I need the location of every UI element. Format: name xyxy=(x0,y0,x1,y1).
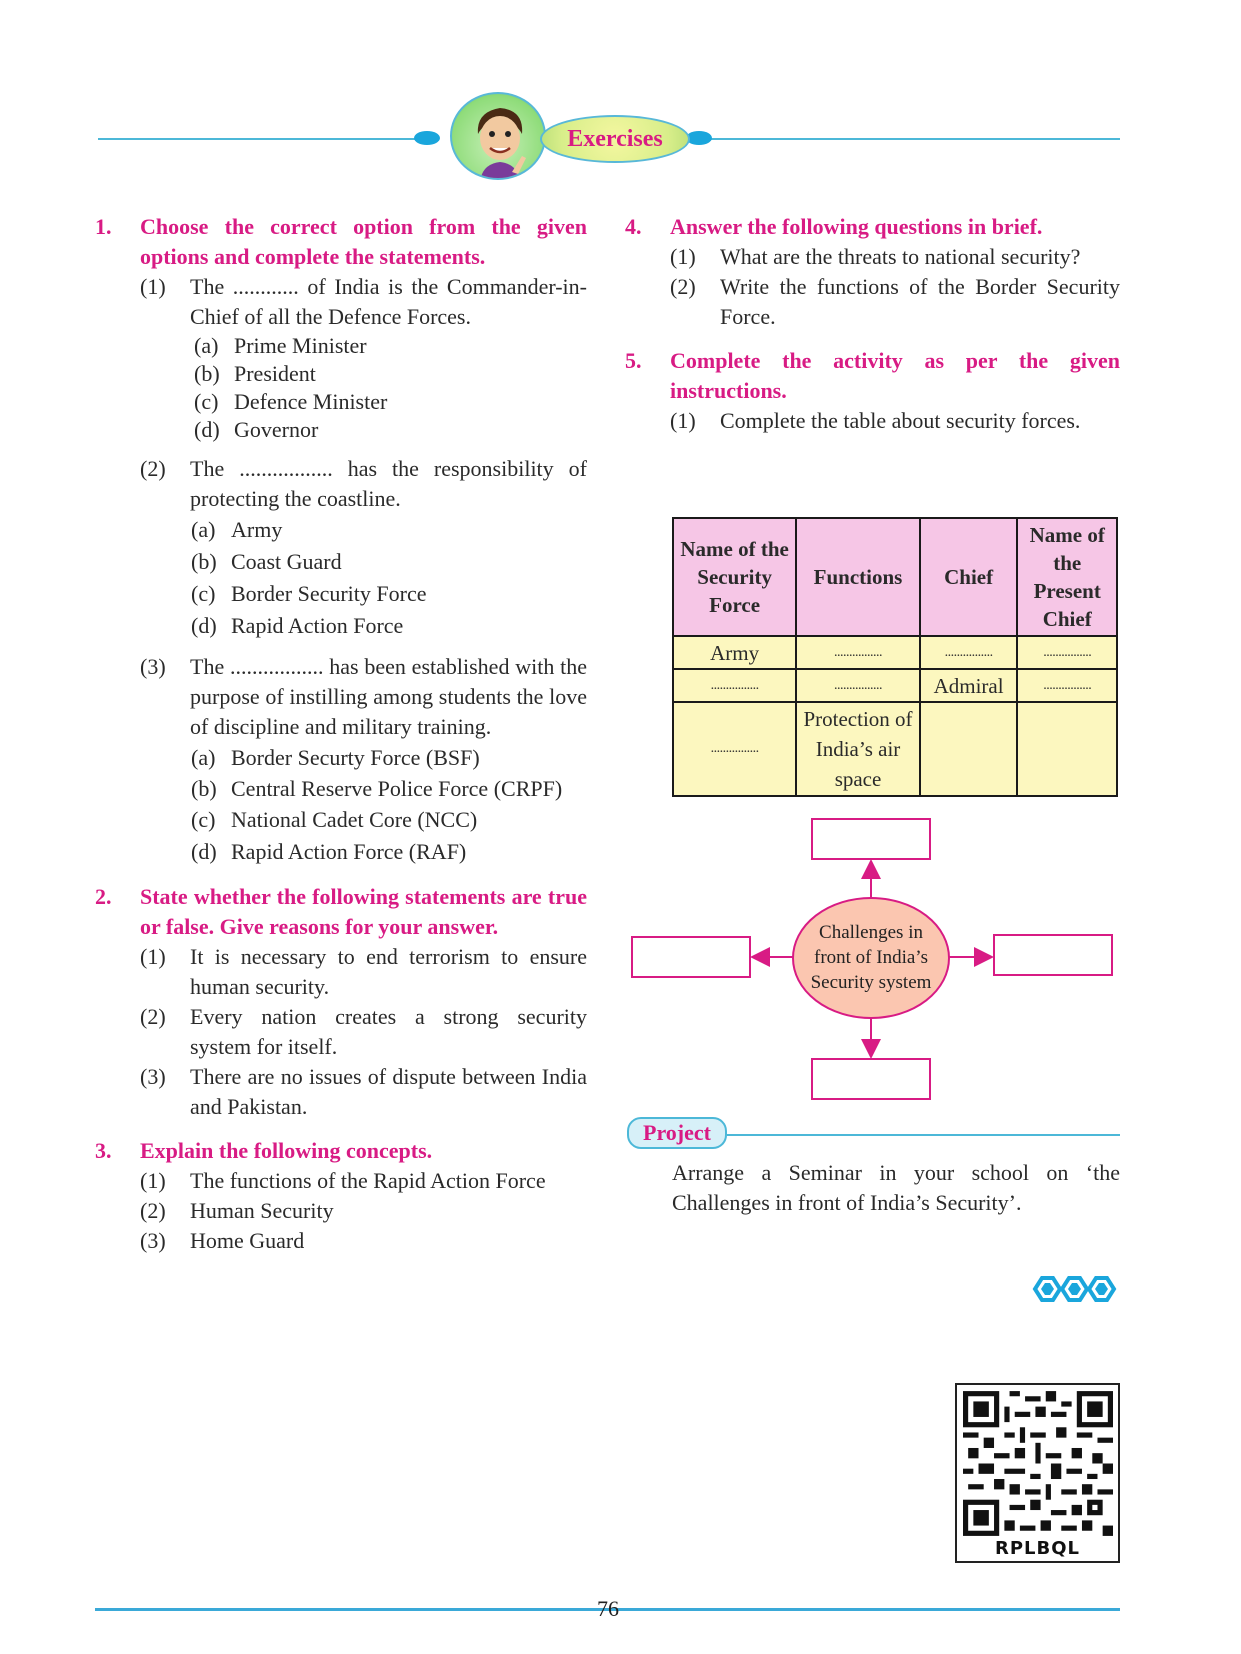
question-2-heading: 2. State whether the following statements are true or false. Give reasons for your answer. xyxy=(95,884,587,939)
option: (b) President xyxy=(194,361,316,386)
right-column xyxy=(625,212,1120,436)
option: (a) Prime Minister xyxy=(194,333,367,358)
table-cell: Army xyxy=(673,636,796,669)
table-cell: ................ xyxy=(920,636,1018,669)
project-label: Project xyxy=(627,1117,727,1149)
top-blank-box xyxy=(812,819,930,859)
q4-item-2: (2) Write the functions of the Border Security Force. xyxy=(670,274,1120,329)
option: (d) Governor xyxy=(194,417,319,442)
table-row xyxy=(673,636,1117,669)
table-row xyxy=(673,702,1117,796)
table-cell: ................ xyxy=(796,636,920,669)
option: (d) Rapid Action Force xyxy=(191,613,404,638)
qr-code[interactable] xyxy=(955,1383,1120,1563)
left-column xyxy=(95,212,587,1256)
table-cell: ................ xyxy=(796,669,920,702)
q2-item-3: (3) There are no issues of dispute between India and Pakistan. xyxy=(140,1064,587,1119)
question-4-heading: 4. Answer the following questions in brief. xyxy=(625,214,1043,239)
table-cell xyxy=(1017,702,1117,796)
q5-item-1: (1) Complete the table about security forces. xyxy=(670,408,1081,433)
table-header: Chief xyxy=(920,518,1018,636)
q3-item-1: (1) The functions of the Rapid Action Force xyxy=(140,1168,546,1193)
table-cell: ................ xyxy=(673,669,796,702)
option: (b) Coast Guard xyxy=(191,549,342,574)
option: (c) Border Security Force xyxy=(191,581,427,606)
table-row xyxy=(673,669,1117,702)
page-number: 76 xyxy=(560,1589,656,1629)
option: (a) Army xyxy=(191,517,283,542)
header-rule-left xyxy=(98,138,428,140)
q3-item-2: (2) Human Security xyxy=(140,1198,334,1223)
question-5-heading: 5. Complete the activity as per the given instructions. xyxy=(625,348,1120,403)
exercises-title: Exercises xyxy=(540,115,690,163)
q1-item-2: (2) The ................. has the responsibility of protecting the coastline. xyxy=(140,456,587,511)
q2-item-1: (1) It is necessary to end terrorism to ensure human security. xyxy=(140,944,587,999)
q1-item-3-options xyxy=(95,742,587,868)
center-text-line: Challenges in xyxy=(819,922,923,943)
option: (b) Central Reserve Police Force (CRPF) xyxy=(191,776,563,801)
table-cell xyxy=(920,702,1018,796)
option: (c) Defence Minister xyxy=(194,389,388,414)
table-cell: ................ xyxy=(1017,669,1117,702)
option: (d) Rapid Action Force (RAF) xyxy=(191,839,467,864)
table-cell: ................ xyxy=(673,702,796,796)
project-text: Arrange a Seminar in your school on ‘the Challenges in front of India’s Security’. xyxy=(672,1160,1120,1215)
left-blank-box xyxy=(632,937,750,977)
table-cell: Admiral xyxy=(920,669,1018,702)
project-rule xyxy=(727,1134,1120,1136)
header-rule-cap-left xyxy=(414,131,440,145)
question-3-heading: 3. Explain the following concepts. xyxy=(95,1138,433,1163)
option: (a) Border Securty Force (BSF) xyxy=(191,745,480,770)
center-text-line: Security system xyxy=(810,972,932,993)
security-forces-table xyxy=(672,517,1118,797)
q1-item-3: (3) The ................. has been established with the purpose of instilling among students the love of discipline and military training. xyxy=(140,654,587,739)
table-cell: Protection of India’s air space xyxy=(796,702,920,796)
qr-code-label: RPLBQL xyxy=(994,1538,1080,1559)
q1-item-1: (1) The ............ of India is the Commander-in-Chief of all the Defence Forces. xyxy=(140,274,587,329)
table-header: Name of the Present Chief xyxy=(1017,518,1117,636)
bottom-blank-box xyxy=(812,1059,930,1099)
q1-item-1-options xyxy=(95,332,587,444)
q1-item-2-options xyxy=(95,514,587,642)
option: (c) National Cadet Core (NCC) xyxy=(191,807,478,832)
challenges-diagram xyxy=(630,815,1120,1105)
question-1-heading: 1. Choose the correct option from the given options and complete the statements. xyxy=(95,214,587,269)
table-cell: ................ xyxy=(1017,636,1117,669)
q3-item-3: (3) Home Guard xyxy=(140,1228,305,1253)
boy-mascot-icon xyxy=(450,92,546,180)
table-header: Name of the Security Force xyxy=(673,518,796,636)
table-header: Functions xyxy=(796,518,920,636)
header-rule-right xyxy=(700,138,1120,140)
q2-item-2: (2) Every nation creates a strong security system for itself. xyxy=(140,1004,587,1059)
table-header-row xyxy=(673,518,1117,636)
hexagon-ornament-icon xyxy=(1027,1274,1117,1304)
right-blank-box xyxy=(994,935,1112,975)
center-text-line: front of India’s xyxy=(814,947,928,968)
q4-item-1: (1) What are the threats to national security? xyxy=(670,244,1081,269)
qr-code-icon xyxy=(963,1391,1113,1536)
